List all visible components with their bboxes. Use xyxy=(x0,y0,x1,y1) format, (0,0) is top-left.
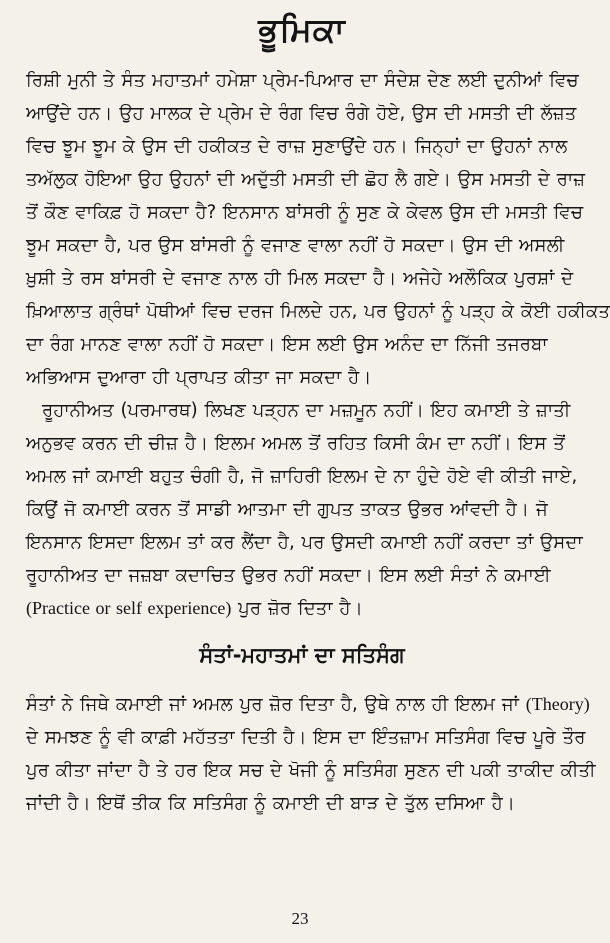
text-line: ਵਿਚ ਝੂਮ ਝੂਮ ਕੇ ਉਸ ਦੀ ਹਕੀਕਤ ਦੇ ਰਾਜ਼ ਸੁਣਾਉਂਦੇ ਹਨ। ਜਿਨ੍ਹਾਂ ਦਾ ਉਹਨਾਂ ਨਾਲ xyxy=(26,136,568,157)
text-line xyxy=(26,688,590,721)
text-line: ਤਅੱਲੁਕ ਹੋਇਆ ਉਹ ਉਹਨਾਂ ਦੀ ਅਦੁੱਤੀ ਮਸਤੀ ਦੀ ਛੋਹ ਲੈ ਗਏ। ਉਸ ਮਸਤੀ ਦੇ ਰਾਜ਼ xyxy=(26,169,586,190)
text-line: ਜਾਂਦੀ ਹੈ। ਇਥੋਂ ਤੀਕ ਕਿ ਸਤਿਸੰਗ ਨੂੰ ਕਮਾਈ ਦੀ ਬਾੜ ਦੇ ਤੁੱਲ ਦਸਿਆ ਹੈ। xyxy=(26,793,516,814)
text-line: ਖ਼ਿਆਲਾਤ ਗ੍ਰੰਥਾਂ ਪੋਥੀਆਂ ਵਿਚ ਦਰਜ ਮਿਲਦੇ ਹਨ, ਪਰ ਉਹਨਾਂ ਨੂੰ ਪੜ੍ਹ ਕੇ ਕੋਈ ਹਕੀਕਤ xyxy=(26,301,610,322)
text-line: ਦਾ ਰੰਗ ਮਾਨਣ ਵਾਲਾ ਨਹੀਂ ਹੋ ਸਕਦਾ। ਇਸ ਲਈ ਉਸ ਅਨੰਦ ਦਾ ਨਿੱਜੀ ਤਜਰਬਾ xyxy=(26,334,548,355)
text-line: ਇਨਸਾਨ ਇਸਦਾ ਇਲਮ ਤਾਂ ਕਰ ਲੈਂਦਾ ਹੈ, ਪਰ ਉਸਦੀ ਕਮਾਈ ਨਹੀਂ ਕਰਦਾ ਤਾਂ ਉਸਦਾ xyxy=(26,532,583,553)
text-line: ਰਿਸ਼ੀ ਮੁਨੀ ਤੇ ਸੰਤ ਮਹਾਤਮਾਂ ਹਮੇਸ਼ਾ ਪ੍ਰੇਮ-ਪਿਆਰ ਦਾ ਸੰਦੇਸ਼ ਦੇਣ ਲਈ ਦੁਨੀਆਂ ਵਿਚ xyxy=(26,70,579,91)
intro-paragraph xyxy=(26,64,610,394)
text-fragment: ਸੰਤਾਂ ਨੇ ਜਿਥੇ ਕਮਾਈ ਜਾਂ ਅਮਲ ਪੁਰ ਜ਼ੋਰ ਦਿਤਾ ਹੈ, ਉਥੇ ਨਾਲ ਹੀ ਇਲਮ ਜਾਂ xyxy=(26,694,526,715)
text-line: ਖ਼ੁਸ਼ੀ ਤੇ ਰਸ ਬਾਂਸਰੀ ਦੇ ਵਜਾਣ ਨਾਲ ਹੀ ਮਿਲ ਸਕਦਾ ਹੈ। ਅਜੇਹੇ ਅਲੌਕਿਕ ਪੁਰਸ਼ਾਂ ਦੇ xyxy=(26,268,574,289)
text-line: ਪੁਰ ਕੀਤਾ ਜਾਂਦਾ ਹੈ ਤੇ ਹਰ ਇਕ ਸਚ ਦੇ ਖੋਜੀ ਨੂੰ ਸਤਿਸੰਗ ਸੁਣਨ ਦੀ ਪਕੀ ਤਾਕੀਦ ਕੀਤੀ xyxy=(26,760,596,781)
page-title: ਭੂਮਿਕਾ xyxy=(258,10,346,49)
text-line: ਆਉਂਦੇ ਹਨ। ਉਹ ਮਾਲਕ ਦੇ ਪ੍ਰੇਮ ਦੇ ਰੰਗ ਵਿਚ ਰੰਗੇ ਹੋਏ, ਉਸ ਦੀ ਮਸਤੀ ਦੀ ਲੱਜ਼ਤ xyxy=(26,103,577,124)
text-line: ਅਨੁਭਵ ਕਰਨ ਦੀ ਚੀਜ਼ ਹੈ। ਇਲਮ ਅਮਲ ਤੋਂ ਰਹਿਤ ਕਿਸੀ ਕੰਮ ਦਾ ਨਹੀਂ। ਇਸ ਤੋਂ xyxy=(26,433,565,454)
text-line: ਤੋਂ ਕੌਣ ਵਾਕਿਫ਼ ਹੋ ਸਕਦਾ ਹੈ? ਇਨਸਾਨ ਬਾਂਸਰੀ ਨੂੰ ਸੁਣ ਕੇ ਕੇਵਲ ਉਸ ਦੀ ਮਸਤੀ ਵਿਚ xyxy=(26,202,584,223)
text-line: ਰੂਹਾਨੀਅਤ ਦਾ ਜਜ਼ਬਾ ਕਦਾਚਿਤ ਉਭਰ ਨਹੀਂ ਸਕਦਾ। ਇਸ ਲਈ ਸੰਤਾਂ ਨੇ ਕਮਾਈ xyxy=(26,565,551,586)
text-line: ਕਿਉਂ ਜੋ ਕਮਾਈ ਕਰਨ ਤੋਂ ਸਾਡੀ ਆਤਮਾ ਦੀ ਗੁਪਤ ਤਾਕਤ ਉਭਰ ਆਂਵਦੀ ਹੈ। ਜੋ xyxy=(26,499,548,520)
book-page xyxy=(0,10,610,943)
text-line: ਦੇ ਸਮਝਣ ਨੂੰ ਵੀ ਕਾਫ਼ੀ ਮਹੱਤਤਾ ਦਿਤੀ ਹੈ। ਇਸ ਦਾ ਇੰਤਜ਼ਾਮ ਸਤਿਸੰਗ ਵਿਚ ਪੂਰੇ ਤੌਰ xyxy=(26,727,586,748)
page-number: 23 xyxy=(291,909,309,928)
text-line: ਝੂਮ ਸਕਦਾ ਹੈ, ਪਰ ਉਸ ਬਾਂਸਰੀ ਨੂੰ ਵਜਾਣ ਵਾਲਾ ਨਹੀਂ ਹੋ ਸਕਦਾ। ਉਸ ਦੀ ਅਸਲੀ xyxy=(26,235,565,256)
spirituality-paragraph xyxy=(26,394,583,625)
text-line xyxy=(26,592,578,625)
english-phrase: (Practice or self experience) xyxy=(26,598,232,618)
text-line: ਅਮਲ ਜਾਂ ਕਮਾਈ ਬਹੁਤ ਚੰਗੀ ਹੈ, ਜੋ ਜ਼ਾਹਿਰੀ ਇਲਮ ਦੇ ਨਾ ਹੁੰਦੇ ਹੋਏ ਵੀ ਕੀਤੀ ਜਾਏ, xyxy=(26,466,578,487)
text-line: ਅਭਿਆਸ ਦੁਆਰਾ ਹੀ ਪ੍ਰਾਪਤ ਕੀਤਾ ਜਾ ਸਕਦਾ ਹੈ। xyxy=(26,367,372,388)
satsang-paragraph xyxy=(26,688,596,820)
section-heading: ਸੰਤਾਂ-ਮਹਾਤਮਾਂ ਦਾ ਸਤਿਸੰਗ xyxy=(199,643,405,667)
text-line: ਰੂਹਾਨੀਅਤ (ਪਰਮਾਰਥ) ਲਿਖਣ ਪੜ੍ਹਨ ਦਾ ਮਜ਼ਮੂਨ ਨਹੀਂ। ਇਹ ਕਮਾਈ ਤੇ ਜ਼ਾਤੀ xyxy=(42,400,571,421)
text-fragment: ਪੁਰ ਜ਼ੋਰ ਦਿਤਾ ਹੈ। xyxy=(231,598,363,619)
english-word: (Theory) xyxy=(525,694,590,714)
